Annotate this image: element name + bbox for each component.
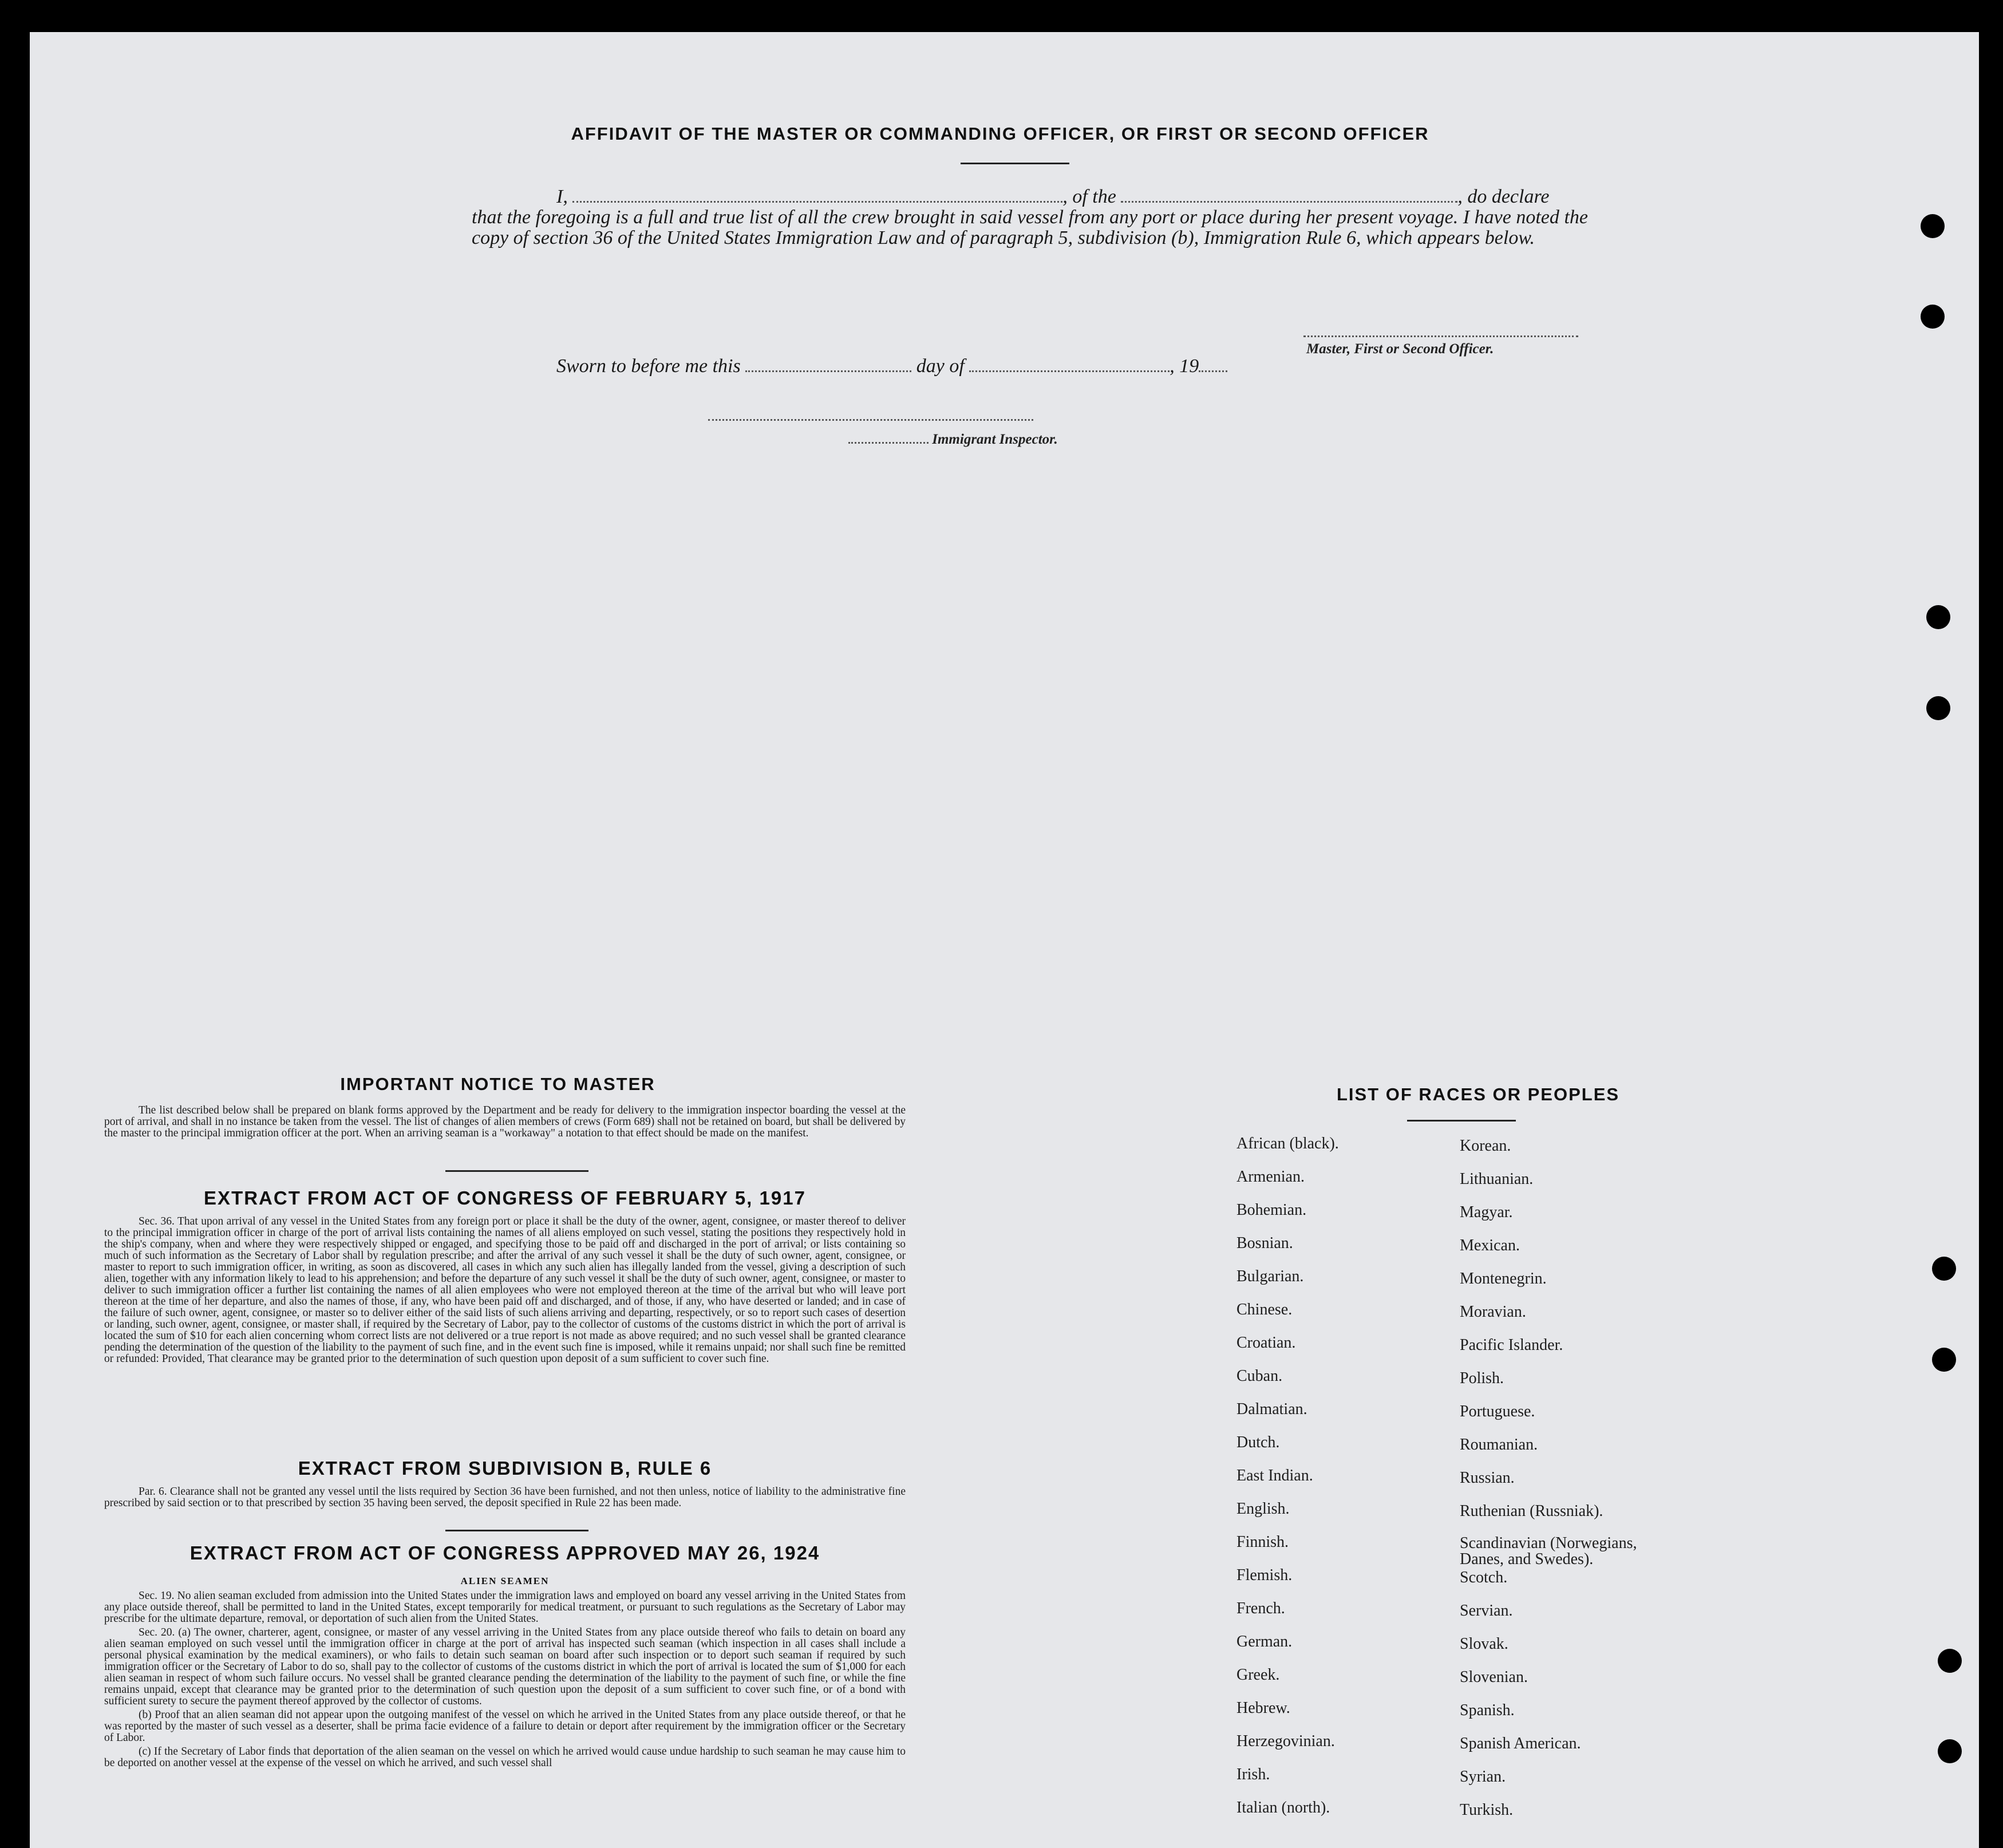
- notice-text: The list described below shall be prepared on blank forms approved by the Department and be ready for delivery to the immigration inspector boarding the vessel at the port of arrival, and shall in no instance be taken from the vessel. The list of changes of alien members of crews (Form 689) shall not be retained on board, but shall be delivered by the master to the principal immigration officer at the port. When an arriving seaman is a "workaway" a notation to that effect should be made on the manifest.: [104, 1104, 906, 1139]
- extract-rule6-text: Par. 6. Clearance shall not be granted any vessel until the lists required by Section 36 have been furnished, and not then unless, notice of liability to the administrative fine prescribed by said section or to that prescribed by section 35 having been served, the deposit specified in Rule 22 has been made.: [104, 1486, 906, 1509]
- sworn-line: Sworn to before me this day of , 19: [472, 356, 1273, 377]
- sec-20b-paragraph: (b) Proof that an alien seaman did not appear upon the outgoing manifest of the vessel on which he arrived in the United States from any place outside thereof, or that he was reported by the master of such vessel as a deserter, shall be prima facie evidence of a failure to detain or deport after requirement by the immigration officer or the Secretary of Labor.: [104, 1709, 906, 1744]
- rule6-rule: [445, 1530, 588, 1531]
- races-heading-rule: [1407, 1120, 1516, 1122]
- punch-hole: [1932, 1348, 1956, 1372]
- race-item: Finnish.: [1236, 1533, 1289, 1551]
- race-item: German.: [1236, 1633, 1293, 1650]
- race-item: African (black).: [1236, 1135, 1339, 1152]
- officer-name-blank[interactable]: [572, 201, 1062, 203]
- notice-rule: [445, 1170, 588, 1172]
- sec-20c-paragraph: (c) If the Secretary of Labor finds that deportation of the alien seaman on the vessel on which he arrived would cause undue hardship to such seaman he may cause him to be deported on another vessel at the expense of the vessel on which he arrived, and such vessel shall: [104, 1746, 906, 1769]
- declaration-line-1: I, , of the , do declare: [556, 186, 1550, 207]
- race-item: Irish.: [1236, 1766, 1270, 1783]
- race-item: Syrian.: [1460, 1768, 1506, 1786]
- race-item: Italian (north).: [1236, 1799, 1330, 1817]
- race-item: Mexican.: [1460, 1237, 1520, 1254]
- race-item: Slovak.: [1460, 1635, 1508, 1653]
- race-item: Spanish.: [1460, 1701, 1515, 1719]
- extract-1917-text: Sec. 36. That upon arrival of any vessel in the United States from any foreign port or place it shall be the duty of the owner, agent, consignee, or master thereof to deliver to the principal immigration officer in charge of the port of arrival lists containing the names of all aliens employed on such vessel, stating the positions they respectively hold in the ship's company, when and where they were respectively shipped or engaged, and specifying those to be paid off and discharged in the port of arrival; or lists containing so much of such information as the Secretary of Labor shall by regulation prescribe; and after the arrival of any such vessel it shall be the duty of such owner, agent, consignee, or master to report to such immigration officer, in writing, as soon as discovered, all cases in which any such alien has illegally landed from the vessel, giving a description of such alien, together with any information likely to lead to his apprehension; and before the departure of any such vessel it shall be the duty of such owner, agent, consignee, or master to deliver to such immigration officer a further list containing the names of all alien employees who were not employed thereon at the time of the arrival but who will leave port thereon at the time of her departure, and also the names of those, if any, who have been paid off and discharged, and of those, if any, who have deserted or landed; and in case of the failure of such owner, agent, consignee, or master so to deliver either of the said lists of such aliens arriving and departing, respectively, or so to report such cases of desertion or landing, such owner, agent, consignee, or master shall, if required by the Secretary of Labor, pay to the collector of customs of the customs district in which the port of arrival is located the sum of $10 for each alien concerning whom correct lists are not delivered or a true report is not made as above required; and no such vessel shall be granted clearance pending the determination of the question of the liability to the payment of such fine, and in the event such fine is imposed, while it remains unpaid; nor shall such fine be remitted or refunded: Provided, That clearance may be granted prior to the determination of such question upon deposit of a sum sufficient to cover such fine.: [104, 1215, 906, 1365]
- race-item: Magyar.: [1460, 1203, 1513, 1221]
- race-item: Hebrew.: [1236, 1699, 1290, 1717]
- race-item: Korean.: [1460, 1137, 1511, 1155]
- inspector-signature-line[interactable]: [708, 419, 1033, 421]
- punch-hole: [1938, 1649, 1962, 1673]
- race-item: Slovenian.: [1460, 1668, 1528, 1686]
- form-page: [30, 32, 1979, 1848]
- punch-hole: [1926, 605, 1950, 629]
- extract-1924-heading: EXTRACT FROM ACT OF CONGRESS APPROVED MAY 26, 1924: [189, 1542, 820, 1563]
- sworn-month-blank[interactable]: [969, 370, 1170, 372]
- sec-19-paragraph: Sec. 19. No alien seaman excluded from admission into the United States under the immigration laws and employed on board any vessel arriving in the United States from any place outside thereof, shall be permitted to land in the United States, except temporarily for medical treatment, or pursuant to such regulations as the Secretary of Labor may prescribe for the ultimate departure, removal, or deportation of such alien from the United States.: [104, 1590, 906, 1625]
- race-item: Dutch.: [1236, 1434, 1280, 1451]
- races-heading: LIST OF RACES OR PEOPLES: [1336, 1084, 1620, 1104]
- race-item: Spanish American.: [1460, 1735, 1581, 1752]
- race-item: Cuban.: [1236, 1367, 1283, 1385]
- race-item: Scotch.: [1460, 1569, 1508, 1586]
- race-item: Portuguese.: [1460, 1403, 1535, 1420]
- punch-hole: [1926, 696, 1950, 720]
- race-item: French.: [1236, 1600, 1285, 1617]
- affidavit-heading-rule: [961, 163, 1069, 164]
- extract-1917-heading: EXTRACT FROM ACT OF CONGRESS OF FEBRUARY 5, 1917: [204, 1187, 806, 1209]
- affidavit-heading: AFFIDAVIT OF THE MASTER OR COMMANDING OFFICER, OR FIRST OR SECOND OFFICER: [571, 124, 1429, 144]
- race-item: Ruthenian (Russniak).: [1460, 1502, 1603, 1520]
- race-item: Moravian.: [1460, 1303, 1526, 1321]
- affidavit-declaration: [472, 187, 1588, 248]
- vessel-name-blank[interactable]: [1121, 201, 1457, 203]
- race-item: Turkish.: [1460, 1801, 1514, 1819]
- race-item: Servian.: [1460, 1602, 1513, 1620]
- race-item: Roumanian.: [1460, 1436, 1538, 1454]
- inspector-signature-label: Immigrant Inspector.: [848, 432, 1058, 448]
- race-item: Croatian.: [1236, 1334, 1296, 1352]
- race-item: Herzegovinian.: [1236, 1732, 1335, 1750]
- race-item: Greek.: [1236, 1666, 1280, 1684]
- sec-20a-paragraph: Sec. 20. (a) The owner, charterer, agent, consignee, or master of any vessel arriving in the United States from any place outside thereof who fails to detain on board any alien seaman employed on such vessel until the immigration officer in charge at the port of arrival has inspected such seaman (which inspection in all cases shall include a personal physical examination by the medical examiners), or who fails to detain such seaman on board after such inspection or to deport such seaman if required by such immigration officer or the Secretary of Labor to do so, shall pay to the collector of customs of the customs district in which the port of arrival is located the sum of $1,000 for each alien seaman in respect of whom such failure occurs. No vessel shall be granted clearance pending the determination of the liability to the payment of such fine, or while the fine remains unpaid, except that clearance may be granted prior to the determination of such question upon the deposit of a sum sufficient to cover such fine, or of a bond with sufficient surety to secure the payment thereof approved by the collector of customs.: [104, 1626, 906, 1707]
- race-item: Bosnian.: [1236, 1234, 1293, 1252]
- race-item: Dalmatian.: [1236, 1400, 1307, 1418]
- race-item: Pacific Islander.: [1460, 1336, 1563, 1354]
- sworn-year-blank[interactable]: [1199, 370, 1227, 372]
- race-item: Flemish.: [1236, 1566, 1293, 1584]
- alien-seamen-subheading: ALIEN SEAMEN: [460, 1575, 550, 1586]
- race-item: East Indian.: [1236, 1467, 1313, 1484]
- punch-hole: [1932, 1257, 1956, 1281]
- race-item: Russian.: [1460, 1469, 1515, 1487]
- punch-hole: [1938, 1739, 1962, 1763]
- race-item: Armenian.: [1236, 1168, 1305, 1186]
- race-item: Polish.: [1460, 1369, 1504, 1387]
- race-item: English.: [1236, 1500, 1290, 1518]
- extract-rule6-heading: EXTRACT FROM SUBDIVISION B, RULE 6: [298, 1458, 712, 1479]
- declaration-text: that the foregoing is a full and true list of all the crew brought in said vessel from any port or place during her present voyage. I have noted the copy of section 36 of the United States Immigration Law and of paragraph 5, subdivision (b), Immigration Rule 6, which appears below.: [472, 207, 1588, 248]
- master-signature-line[interactable]: [1303, 335, 1578, 337]
- sworn-day-blank[interactable]: [745, 370, 911, 372]
- race-item: Scandinavian (Norwegians, Danes, and Swedes).: [1460, 1534, 1637, 1568]
- race-item: Bulgarian.: [1236, 1267, 1304, 1285]
- race-item: Montenegrin.: [1460, 1270, 1547, 1288]
- punch-hole: [1921, 214, 1945, 238]
- race-item: Lithuanian.: [1460, 1170, 1534, 1188]
- race-item: Chinese.: [1236, 1301, 1293, 1318]
- notice-heading: IMPORTANT NOTICE TO MASTER: [340, 1074, 655, 1094]
- race-item: Bohemian.: [1236, 1201, 1307, 1219]
- extract-1924-text: [104, 1590, 906, 1848]
- punch-hole: [1921, 305, 1945, 329]
- master-signature-label: Master, First or Second Officer.: [1306, 341, 1494, 357]
